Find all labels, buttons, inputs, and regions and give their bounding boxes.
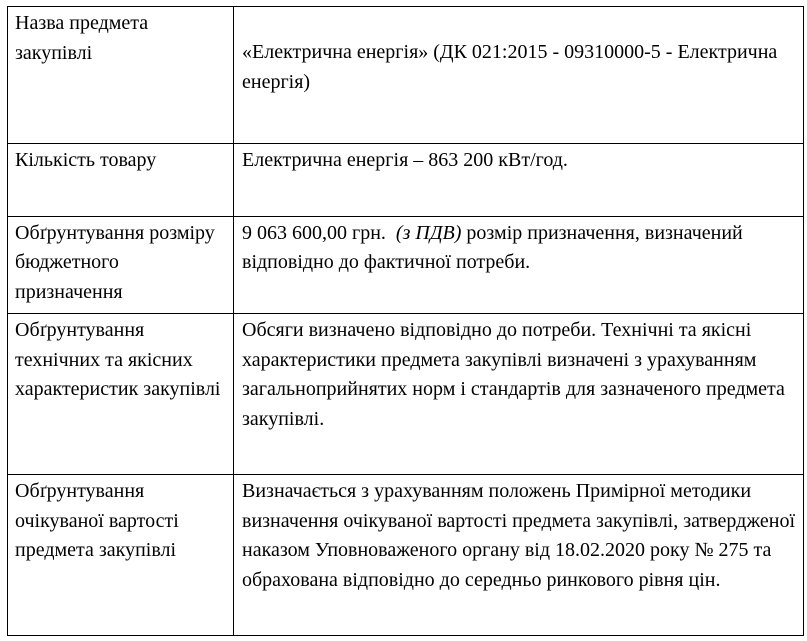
table-row-subject xyxy=(8,7,804,144)
row-label: Обґрунтування очікуваної вартості предмета закупівлі xyxy=(15,480,179,562)
row-value: Обсяги визначено відповідно до потреби. Технічні та якісні характеристики предмета закупівлі визначені з урахуванням загальноприйнятих норм і стандартів для зазначеного предмета закупівлі. xyxy=(242,319,785,430)
value-cell xyxy=(234,143,804,216)
table-row-budget xyxy=(8,216,804,313)
budget-amount: 9 063 600,00 грн. xyxy=(242,221,396,244)
row-label: Обґрунтування розміру бюджетного призначення xyxy=(15,221,215,303)
vat-note: (з ПДВ) xyxy=(395,221,462,244)
label-cell xyxy=(8,314,234,475)
label-cell xyxy=(8,216,234,313)
row-label: Обґрунтування технічних та якісних характеристик закупівлі xyxy=(15,319,221,401)
label-cell xyxy=(8,7,234,144)
table-row-technical xyxy=(8,314,804,475)
value-cell xyxy=(234,475,804,636)
table-row-expected-cost xyxy=(8,475,804,636)
budget-description: розмір призначення, визначений відповідно до фактичної потреби. xyxy=(242,221,743,274)
table-row-quantity xyxy=(8,143,804,216)
value-cell xyxy=(234,216,804,313)
row-label: Кількість товару xyxy=(15,148,157,171)
label-cell xyxy=(8,143,234,216)
row-label: Назва предмета закупівлі xyxy=(15,12,149,64)
row-value: Визначається з урахуванням положень Примірної методики визначення очікуваної вартості предмета закупівлі, затвердженої наказом Уповноваженого органу від 18.02.2020 року № 275 та обрахована відповідно до середньо ринкового рівня цін. xyxy=(242,480,796,591)
row-value: «Електрична енергія» (ДК 021:2015 - 09310000-5 - Електрична енергія) xyxy=(242,41,778,93)
label-cell xyxy=(8,475,234,636)
row-value xyxy=(242,219,797,278)
row-value: Електрична енергія – 863 200 кВт/год. xyxy=(242,148,568,171)
procurement-info-table xyxy=(7,6,804,636)
value-cell xyxy=(234,7,804,144)
value-cell xyxy=(234,314,804,475)
